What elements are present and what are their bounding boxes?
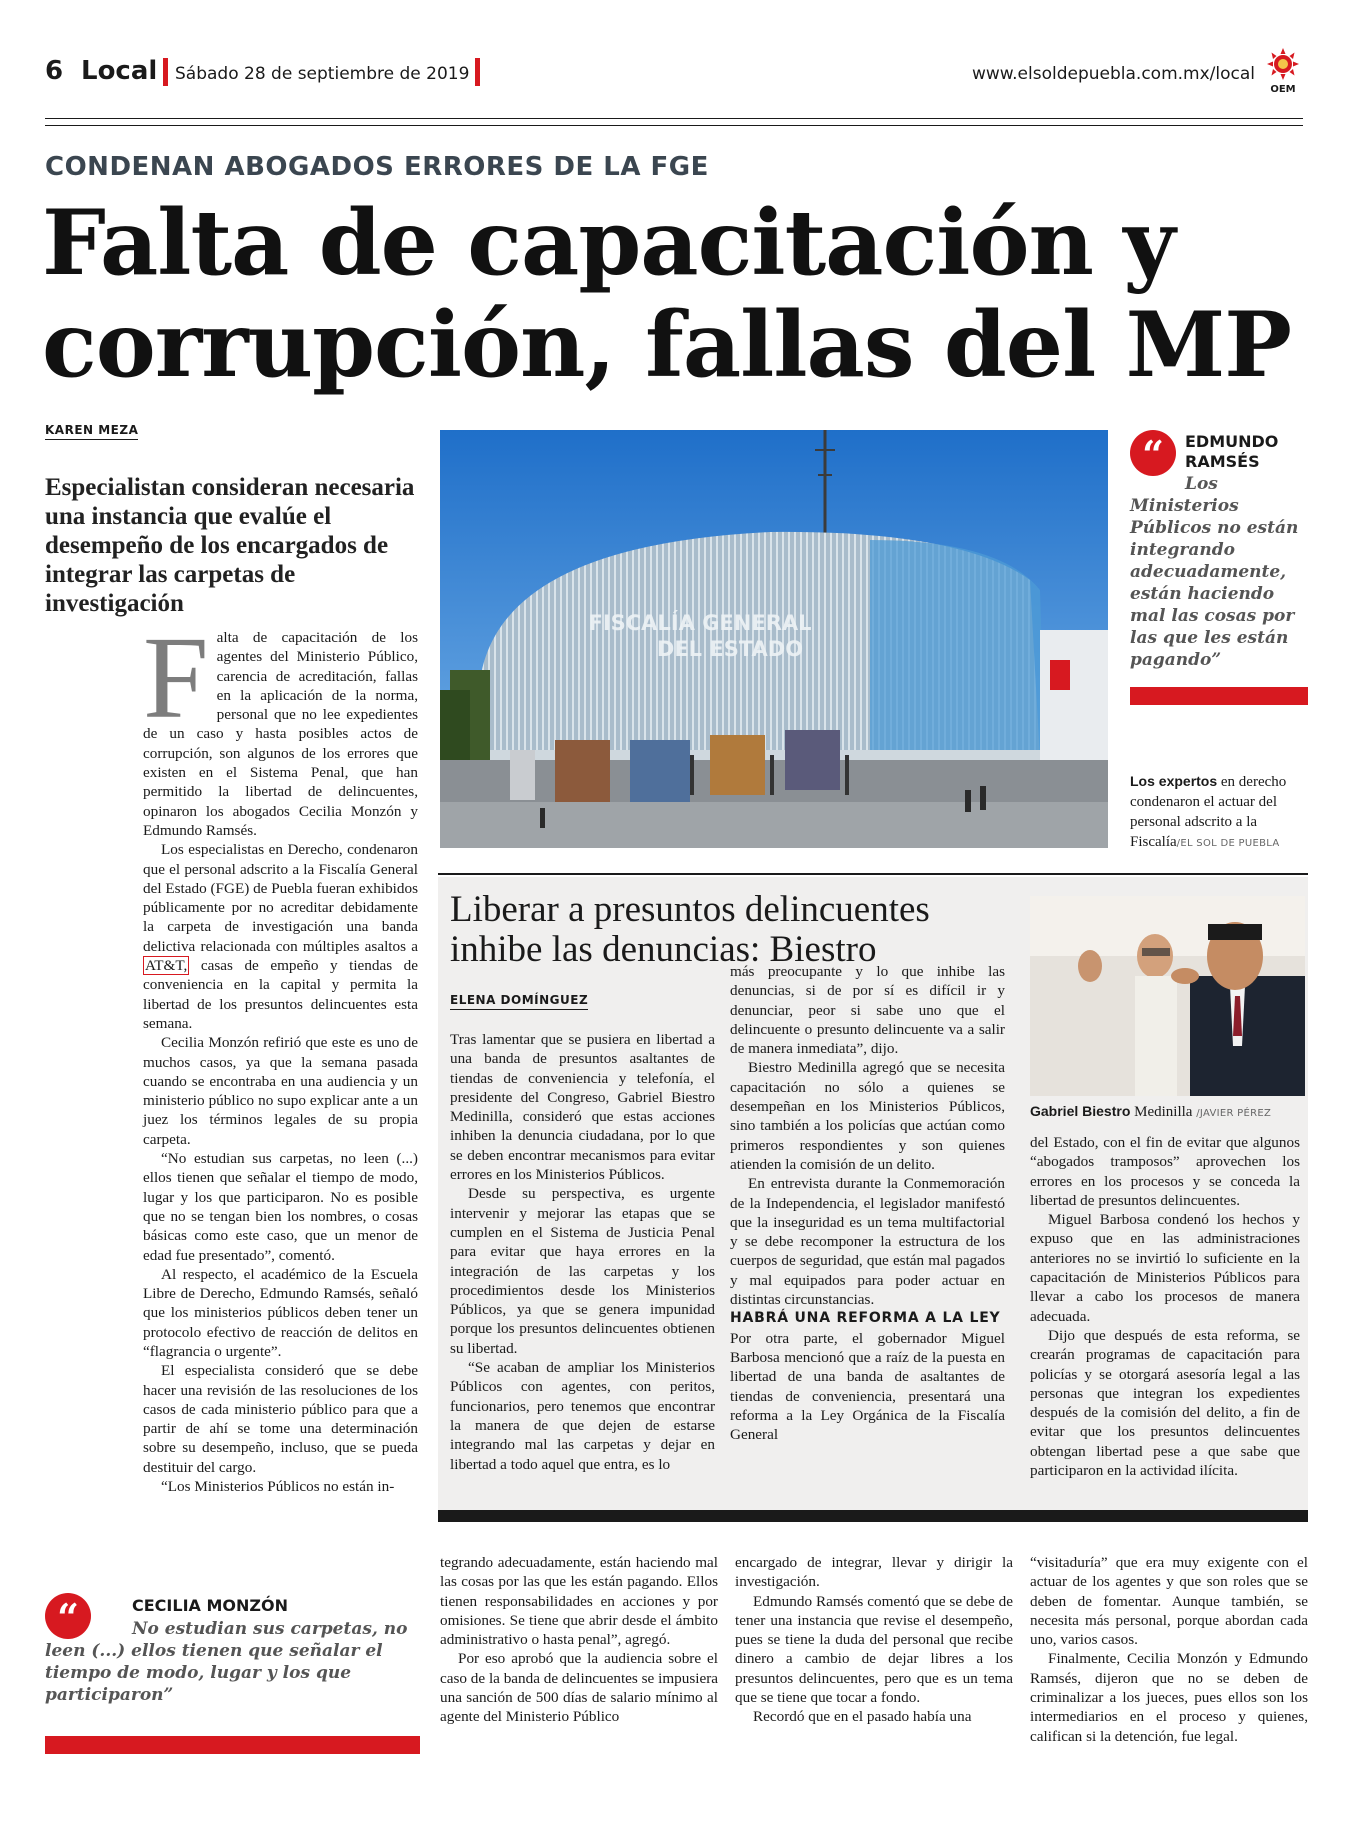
header-divider bbox=[163, 58, 168, 86]
paragraph: encargado de integrar, llevar y dirigir la investigación. bbox=[735, 1554, 1013, 1591]
paragraph: Biestro Medinilla agregó que se necesita capacitación no sólo a quienes se desempeñan en los Ministerios Públicos, sino también a los policías que actúan como primeros respondientes y son quienes atienden la comisión de un delito. bbox=[730, 1059, 1005, 1173]
article-column-4 bbox=[1030, 1553, 1308, 1746]
paragraph: Miguel Barbosa condenó los hechos y expuso que en las administraciones anteriores no se invirtió lo suficiente en la capacitación de Ministerios Públicos para llevar a cabo los procesos de manera adecuada. bbox=[1030, 1211, 1300, 1325]
paragraph: del Estado, con el fin de evitar que algunos “abogados tramposos” aprovechen los errores en los procesos y se conceda la libertad de presuntos delincuentes. bbox=[1030, 1134, 1300, 1209]
article-column-2 bbox=[440, 1553, 718, 1727]
issue-date: Sábado 28 de septiembre de 2019 bbox=[175, 64, 470, 84]
biestro-photo bbox=[1030, 896, 1305, 1096]
byline: KAREN MEZA bbox=[45, 423, 138, 440]
paragraph: Al respecto, el académico de la Escuela Libre de Derecho, Edmundo Ramsés, señaló que los ministerios públicos deben tener un protocolo efectivo de reacción de delitos en “flagrancia o urgente”. bbox=[143, 1265, 418, 1360]
page-header bbox=[45, 56, 1305, 96]
paragraph: Recordó que en el pasado había una bbox=[753, 1708, 972, 1726]
paragraph: “visitaduría” que era muy exigente con el actuar de los agentes y que son roles que se deben de fomentar. Aunque también, se necesita más personal, porque abordan cada uno, varios casos. bbox=[1030, 1554, 1308, 1649]
paragraph: Cecilia Monzón refirió que este es uno de muchos casos, ya que la semana pasada cuando se encontraba en una audiencia y un ministerio público no supo explicar ante a un juez los términos legales de su propia carpeta. bbox=[143, 1034, 418, 1148]
sidebar-top-rule bbox=[438, 873, 1308, 875]
paragraph: Por eso aprobó que la audiencia sobre el caso de la banda de delincuentes se impusiera una sanción de 500 días de salario mínimo al agente del Ministerio Público bbox=[440, 1650, 718, 1726]
paragraph: Los especialistas en Derecho, condenaron que el personal adscrito a la Fiscalía General del Estado (FGE) de Puebla fueran exhibidos públicamente por no acreditar debidamente la carpeta de investigación una banda delictiva relacionada con múltiples asaltos a AT&T, casas de empeño y tiendas de conveniencia en la capital y permita la libertad de los presuntos delincuentes esta semana. bbox=[143, 841, 418, 1032]
paragraph: Desde su perspectiva, es urgente intervenir y mejorar las etapas que se cumplen en el Sistema de Justicia Penal para evitar que haya errores en la integración de las carpetas y los procedimientos desde los Ministerios Públicos, ya que se genera impunidad porque los presuntos delincuentes obtienen su libertad. bbox=[450, 1185, 715, 1357]
paragraph: Finalmente, Cecilia Monzón y Edmundo Ramsés, dijeron que no se deben de criminalizar a los jueces, pues ellos son los intermediarios en el proceso y quienes, califican si la detención, fue legal. bbox=[1030, 1650, 1308, 1745]
pull-quote-text: No estudian sus carpetas, no leen (...) ellos tienen que señalar el tiempo de modo, lugar y los que participaron” bbox=[45, 1619, 408, 1705]
oem-sun-logo bbox=[1261, 46, 1305, 94]
fiscalia-building-photo bbox=[440, 430, 1108, 848]
article-column-3 bbox=[735, 1553, 1013, 1727]
sidebar-byline: ELENA DOMÍNGUEZ bbox=[450, 993, 588, 1010]
kicker: CONDENAN ABOGADOS ERRORES DE LA FGE bbox=[45, 152, 709, 182]
paragraph: Edmundo Ramsés comentó que se debe de tener una instancia que revise el desempeño, pues se tiene la duda del personal que recibe dinero a cambio de dejar libres a los presuntos delincuentes, pero que es un tema que se tiene que tocar a fondo. bbox=[735, 1592, 1013, 1707]
header-divider bbox=[475, 58, 480, 86]
svg-text:“: “ bbox=[57, 1595, 79, 1639]
paragraph: El especialista consideró que se debe hacer una revisión de las resoluciones de los casos de cada ministerio público para que a partir de ahí se tome una determinación sobre su desempeño, incluso, que se pueda destituir del cargo. bbox=[143, 1362, 418, 1476]
paragraph: En entrevista durante la Conmemoración de la Independencia, el legislador manifestó que la inseguridad es un tema multifactorial y se debe recomponer la estructura de los cuerpos de seguridad, que están mal pagados y mal equipados para poder actuar en distintas circunstancias. bbox=[730, 1175, 1005, 1309]
photo-caption: Los expertos en derecho condenaron el actuar del personal adscrito a la Fiscalía/EL SOL DE PUEBLA bbox=[1130, 773, 1287, 850]
paragraph: tegrando adecuadamente, están haciendo mal las cosas por las que les están pagando. Ellos tienen responsabilidades en acciones y por omisiones. Se tiene que abrir desde el ámbito administrativo o hasta penal”, agregó. bbox=[440, 1554, 718, 1649]
deck: Especialistan consideran necesaria una instancia que evalúe el desempeño de los encargados de integrar las carpetas de investigación bbox=[45, 474, 415, 617]
paragraph: “Los Ministerios Públicos no están in- bbox=[161, 1478, 395, 1496]
paragraph: Dijo que después de esta reforma, se crearán programas de capacitación para policías y se otorgará asesoría legal a las personas que integran los expedientes después de la comisión del delito, a fin de evitar que los presuntos delincuentes obtengan libertad pese a que sabe que participaron en la actividad ilícita. bbox=[1030, 1326, 1300, 1480]
headline bbox=[42, 192, 1302, 396]
sidebar-column-1 bbox=[450, 1030, 715, 1474]
drop-cap: F bbox=[143, 612, 209, 743]
sidebar-subhead: HABRÁ UNA REFORMA A LA LEY bbox=[730, 1310, 1001, 1327]
headline-line-1: Falta de capacitación y bbox=[42, 190, 1175, 296]
article-column-1 bbox=[143, 612, 418, 1496]
svg-text:OEM: OEM bbox=[1270, 84, 1296, 94]
paragraph: Por otra parte, el gobernador Miguel Barbosa mencionó que a raíz de la puesta en libertad de una banda de asaltantes de tiendas de conveniencia, presentará una reforma a la Ley Orgánica de la Fiscalía General bbox=[730, 1329, 1005, 1444]
sidebar-headline: Liberar a presuntos delincuentes inhibe las denuncias: Biestro bbox=[450, 889, 930, 970]
svg-text:FISCALÍA GENERAL: FISCALÍA GENERAL bbox=[588, 611, 812, 635]
highlighted-text: AT&T, bbox=[145, 957, 188, 975]
sidebar-bottom-rule bbox=[438, 1510, 1308, 1522]
site-url[interactable]: www.elsoldepuebla.com.mx/local bbox=[972, 64, 1255, 84]
sidebar-column-3 bbox=[1030, 1133, 1300, 1480]
quote-red-bar bbox=[1130, 687, 1308, 705]
lead-paragraph: Falta de capacitación de los agentes del Ministerio Público, carencia de acreditación, fallas en la aplicación de la norma, personal que no lee expedientes de un caso y hasta posibles actos de corrupción, son algunos de los errores que existen en el Sistema Penal, que han permitido la libertad de delincuentes, opinaron los abogados Cecilia Monzón y Edmundo Ramsés. bbox=[143, 612, 418, 839]
paragraph: “Se acaban de ampliar los Ministerios Públicos con agentes, con peritos, funcionarios, pero tenemos que encontrar la manera de que dejen de estarse integrando mal las carpetas y dejar en libertad a todo aquel que entra, es lo bbox=[450, 1359, 715, 1473]
header-rule bbox=[45, 118, 1303, 126]
quote-red-bar bbox=[45, 1736, 420, 1754]
quote-speaker-name: CECILIA MONZÓN bbox=[132, 1596, 288, 1615]
paragraph: más preocupante y lo que inhibe las denuncias, si de por sí es difícil ir y denunciar, peor si sabe uno que el delincuente o presunto delincuente va a salir de manera inmediata”, dijo. bbox=[730, 963, 1005, 1058]
paragraph: “No estudian sus carpetas, no leen (...) ellos tienen que señalar el tiempo de modo, lugar y los que participaron. No es posible que no se tengan bien los nombres, o cosas básicas como este caso, que un menor de edad fue presentado”, comentó. bbox=[143, 1150, 418, 1264]
section-name: Local bbox=[81, 56, 158, 86]
pull-quote-text: Los Ministerios Públicos no están integrando adecuadamente, están haciendo mal las cosas por las que les están pagando” bbox=[1130, 474, 1299, 670]
paragraph: Tras lamentar que se pusiera en libertad a una banda de presuntos asaltantes de tiendas de conveniencia y telefonía, el presidente del Congreso, Gabriel Biestro Medinilla, consideró que estas acciones inhiben la denuncia ciudadana, por lo que se deben encontrar mecanismos para evitar errores en los Ministerios Públicos. bbox=[450, 1031, 715, 1184]
svg-text:“: “ bbox=[1142, 432, 1164, 476]
headline-line-2: corrupción, fallas del MP bbox=[42, 292, 1291, 398]
svg-text:DEL ESTADO: DEL ESTADO bbox=[656, 637, 804, 661]
sidebar-photo-caption: Gabriel Biestro Medinilla /JAVIER PÉREZ bbox=[1030, 1103, 1272, 1120]
page-number: 6 bbox=[45, 56, 64, 86]
quote-icon bbox=[1130, 430, 1176, 476]
sidebar-column-2 bbox=[730, 962, 1005, 1444]
quote-speaker-name: EDMUNDO RAMSÉS bbox=[1185, 432, 1279, 471]
